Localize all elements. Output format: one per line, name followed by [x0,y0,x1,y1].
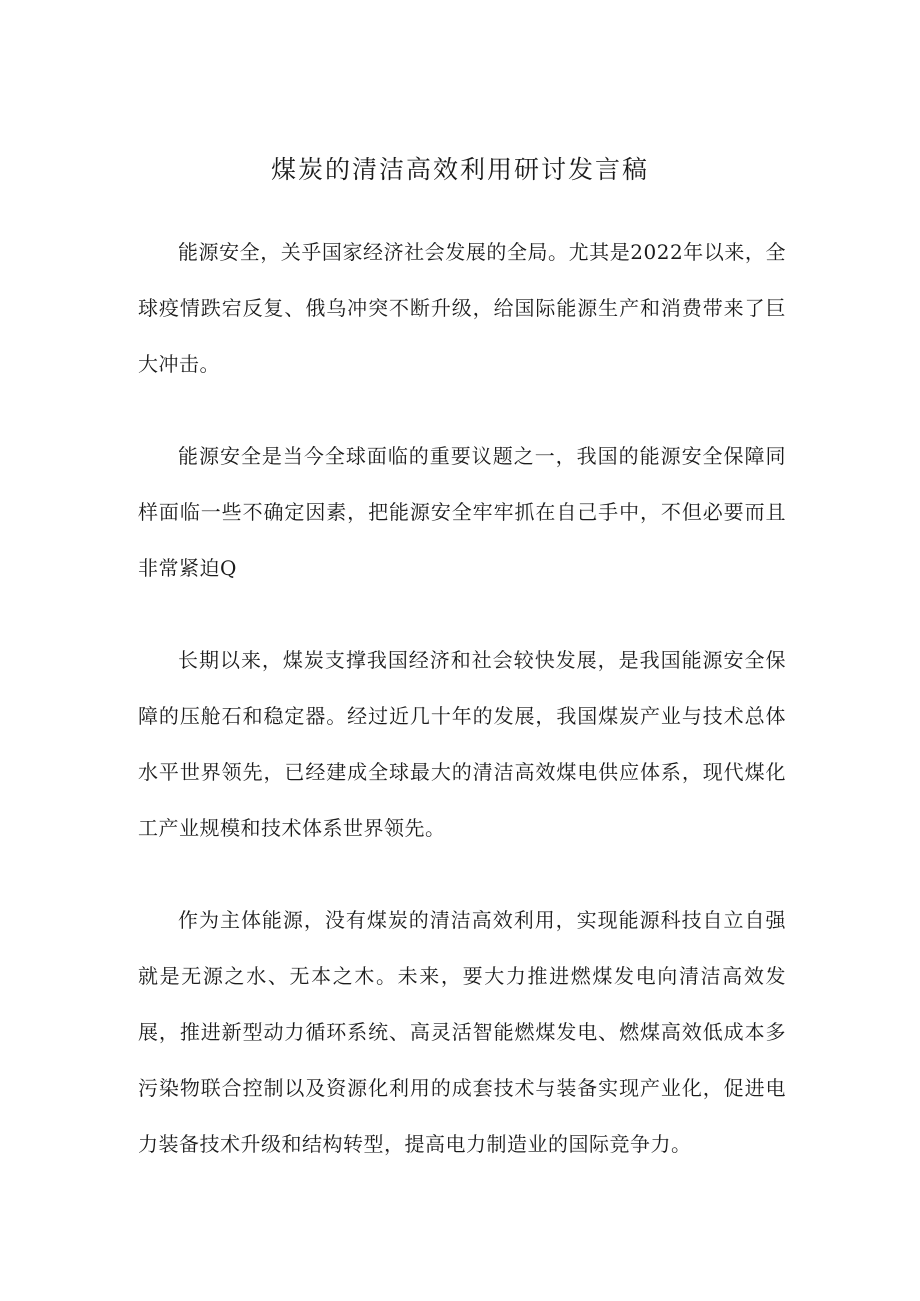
paragraph-4: 作为主体能源，没有煤炭的清洁高效利用，实现能源科技自立自强就是无源之水、无本之木。未来，要大力推进燃煤发电向清洁高效发展，推进新型动力循环系统、高灵活智能燃煤发电、燃煤高效低成本多污染物联合控制以及资源化利用的成套技术与装备实现产业化，促进电力装备技术升级和结构转型，提高电力制造业的国际竞争力。 [138,908,786,1156]
document-body [138,224,786,1208]
paragraph-3: 长期以来，煤炭支撑我国经济和社会较快发展，是我国能源安全保障的压舱石和稳定器。经过近几十年的发展，我国煤炭产业与技术总体水平世界领先，已经建成全球最大的清洁高效煤电供应体系，现代煤化工产业规模和技术体系世界领先。 [138,648,786,840]
paragraph-2: 能源安全是当今全球面临的重要议题之一，我国的能源安全保障同样面临一些不确定因素，把能源安全牢牢抓在自己手中，不但必要而且非常紧迫Q [138,444,786,580]
paragraph-1: 能源安全，关乎国家经济社会发展的全局。尤其是2022年以来，全球疫情跌宕反复、俄乌冲突不断升级，给国际能源生产和消费带来了巨大冲击。 [138,240,786,376]
document-title: 煤炭的清洁高效利用研讨发言稿 [270,155,649,184]
